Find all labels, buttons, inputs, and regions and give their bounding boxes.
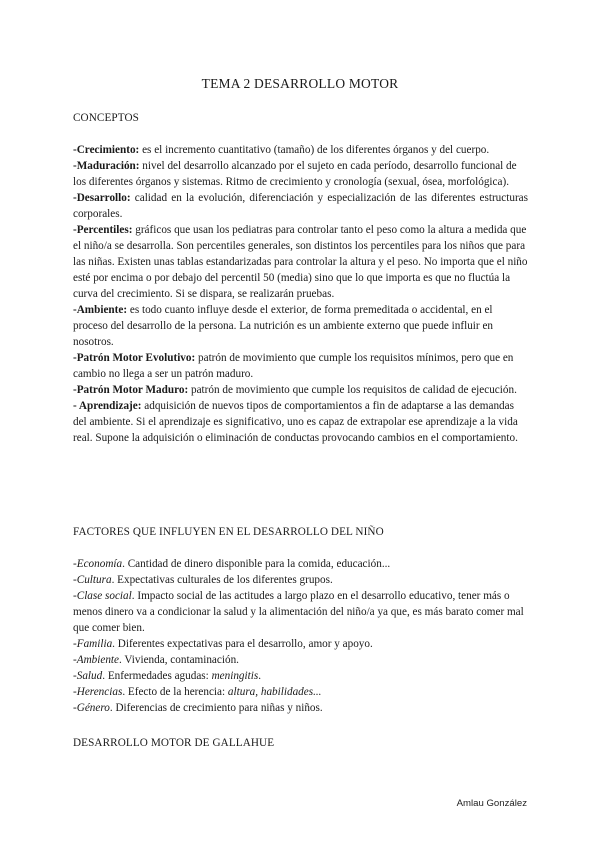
factor-text: . Expectativas culturales de los diferentes grupos. (111, 574, 333, 586)
factor-term: Salud (76, 670, 103, 682)
conceptos-heading: CONCEPTOS (73, 112, 139, 124)
concept-text: calidad en la evolución, diferenciación y especialización de las diferentes estructuras corporales. (73, 192, 528, 220)
factor-prefix: - (73, 670, 77, 682)
conceptos-list (73, 142, 528, 446)
factor-term: Cultura (76, 574, 112, 586)
factor-herencias (73, 684, 528, 700)
factor-text: . Enfermedades agudas: (102, 670, 212, 682)
factor-prefix: - (73, 654, 77, 666)
factor-term: Herencias (76, 686, 123, 698)
factores-list (73, 556, 528, 716)
concept-text: es todo cuanto influye desde el exterior, de forma premeditada o accidental, en el proceso del desarrollo de la persona. La nutrición es un ambiente externo que puede influir en nosotros. (73, 304, 494, 348)
factor-tail-end: . (258, 670, 261, 682)
concept-term: -Crecimiento: (73, 144, 140, 156)
concept-term: -Patrón Motor Evolutivo: (73, 352, 196, 364)
concept-aprendizaje (73, 398, 528, 446)
factor-text: . Efecto de la herencia: (122, 686, 228, 698)
concept-term: -Patrón Motor Maduro: (73, 384, 189, 396)
factor-text: . Diferencias de crecimiento para niñas y niños. (109, 702, 323, 714)
factor-term: Economía (76, 558, 123, 570)
concept-crecimiento (73, 142, 528, 158)
factor-text: . Impacto social de las actitudes a largo plazo en el desarrollo educativo, tener más o menos dinero va a condicionar la salud y la alimentación del niño/a ya que, es más barato comer mal que comer bien. (73, 590, 524, 634)
document-title: TEMA 2 DESARROLLO MOTOR (201, 76, 399, 91)
factor-economia (73, 556, 528, 572)
factor-prefix: - (73, 638, 77, 650)
concept-term: -Percentiles: (73, 224, 133, 236)
gallahue-heading: DESARROLLO MOTOR DE GALLAHUE (73, 737, 275, 749)
concept-term: -Maduración: (73, 160, 140, 172)
factor-term: Familia (76, 638, 113, 650)
factor-term: Género (76, 702, 110, 714)
concept-text: gráficos que usan los pediatras para controlar tanto el peso como la altura a medida que el niño/a se desarrolla. Son percentiles generales, son distintos los percentiles para los niños que para las niñas. Existen unas tablas estandarizadas para controlar la altura y el peso. No importa que el niño esté por encima o por debajo del percentil 50 (media) sino que lo que importa es que no fluctúa la curva del crecimiento. Si se dispara, se realizarán pruebas. (73, 224, 528, 300)
factor-prefix: - (73, 558, 77, 570)
factor-genero (73, 700, 528, 716)
concept-maduracion (73, 158, 528, 190)
factor-salud (73, 668, 528, 684)
factor-term: Clase social (76, 590, 132, 602)
concept-percentiles (73, 222, 528, 302)
factor-text: . Cantidad de dinero disponible para la comida, educación... (122, 558, 391, 570)
factor-ambiente (73, 652, 528, 668)
factor-prefix: - (73, 590, 77, 602)
factor-text: . Vivienda, contaminación. (118, 654, 239, 666)
factor-italic-tail: meningitis (211, 670, 259, 682)
factores-heading: FACTORES QUE INFLUYEN EN EL DESARROLLO DEL NIÑO (73, 526, 384, 538)
concept-text: patrón de movimiento que cumple los requisitos mínimos, pero que en cambio no llega a ser un patrón maduro. (73, 352, 514, 380)
concept-text: patrón de movimiento que cumple los requisitos de calidad de ejecución. (188, 384, 517, 396)
author-name: Amlau González (456, 798, 527, 809)
concept-ambiente (73, 302, 528, 350)
factor-text: . Diferentes expectativas para el desarrollo, amor y apoyo. (112, 638, 373, 650)
concept-text: adquisición de nuevos tipos de comportamientos a fin de adaptarse a las demandas del ambiente. Si el aprendizaje es significativo, uno es capaz de extrapolar ese aprendizaje a la vida real. Supone la adquisición o eliminación de conductas provocando cambios en el comportamiento. (73, 400, 518, 444)
factor-prefix: - (73, 686, 77, 698)
concept-desarrollo (73, 190, 528, 222)
factor-prefix: - (73, 702, 77, 714)
factor-clase-social (73, 588, 528, 636)
concept-patron-maduro (73, 382, 528, 398)
concept-term: -Desarrollo: (73, 192, 131, 204)
factor-familia (73, 636, 528, 652)
concept-text: es el incremento cuantitativo (tamaño) de los diferentes órganos y del cuerpo. (139, 144, 490, 156)
factor-italic-tail: altura, habilidades... (227, 686, 322, 698)
factor-term: Ambiente (76, 654, 119, 666)
concept-term: -Ambiente: (73, 304, 128, 316)
factor-prefix: - (73, 574, 77, 586)
concept-text: nivel del desarrollo alcanzado por el sujeto en cada período, desarrollo funcional de los diferentes órganos y sistemas. Ritmo de crecimiento y cronología (sexual, ósea, morfológica). (73, 160, 517, 188)
concept-term: - Aprendizaje: (73, 400, 142, 412)
concept-patron-evolutivo (73, 350, 528, 382)
factor-cultura (73, 572, 528, 588)
